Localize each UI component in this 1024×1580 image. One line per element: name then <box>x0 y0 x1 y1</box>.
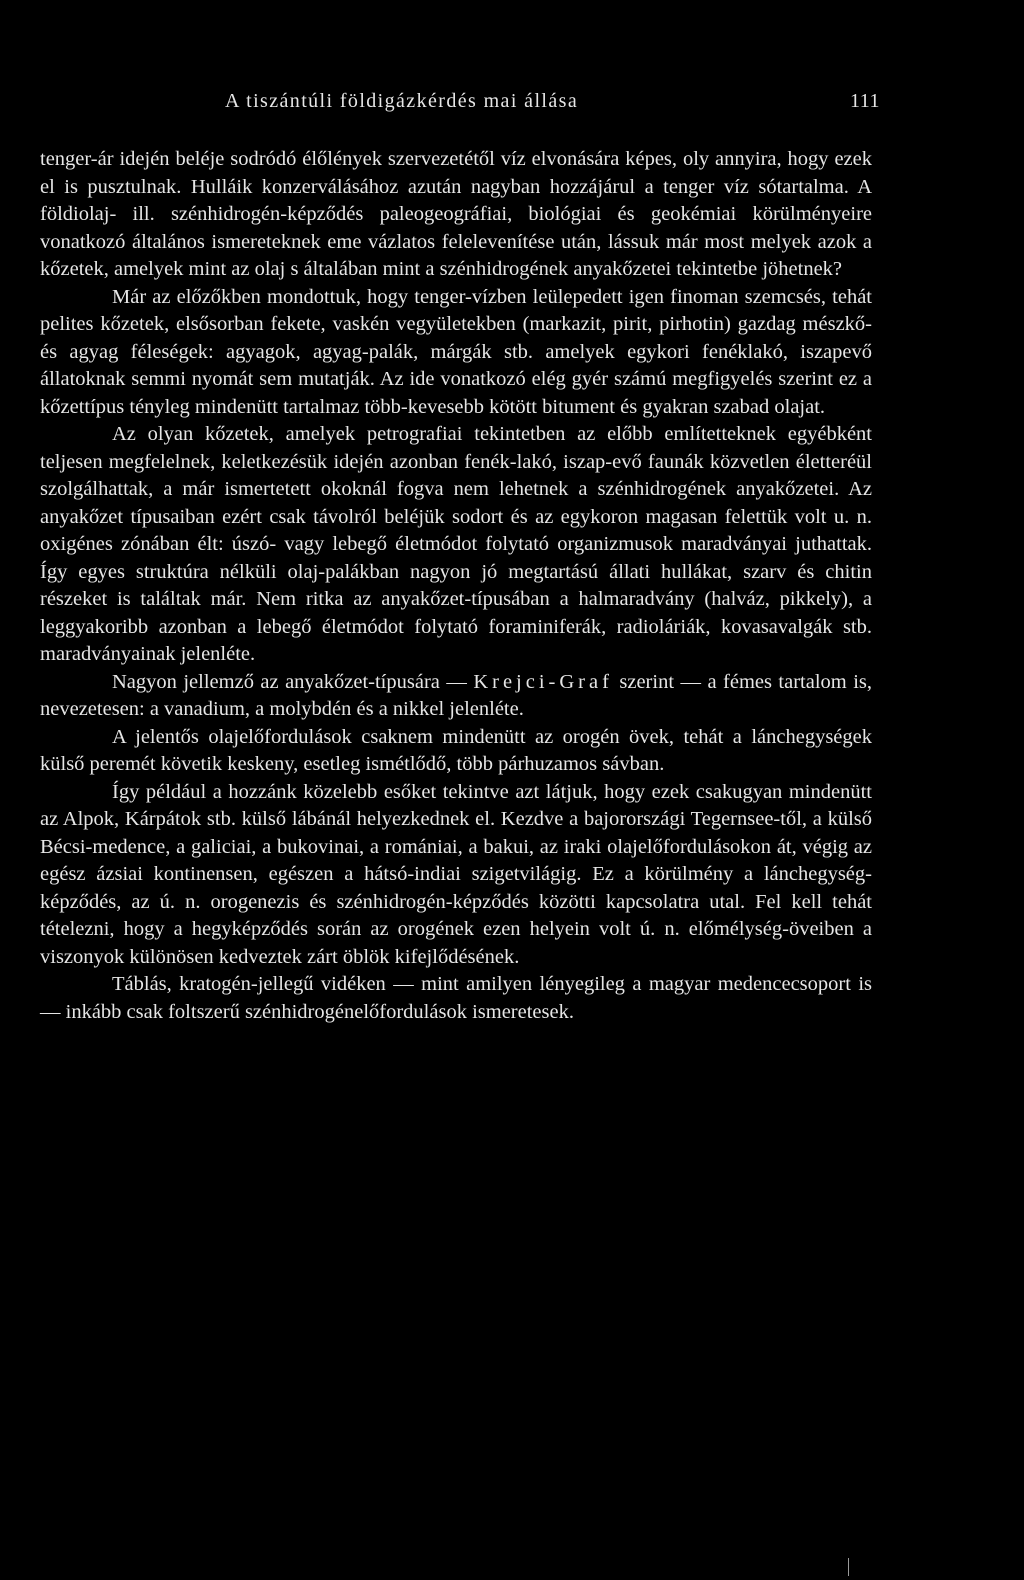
paragraph-continuation: tenger-ár idején beléje sodródó élőlények szervezetétől víz elvonására képes, oly annyira, hogy ezek el is pusztulnak. Hulláik konzerválásához azután nagyban hozzájárul a tenger víz sótartalma. A földiolaj- ill. szénhidrogén-képződés paleogeográfiai, biológiai és geokémiai körülményeire vonatkozó általános ismereteknek eme vázlatos felelevenítése után, lássuk már most melyek azok a kőzetek, amelyek mint az olaj s általában mint a szénhidrogének anyakőzetei tekintetbe jöhetnek? <box>40 148 872 280</box>
paragraph-bottom-dwellers: Az olyan kőzetek, amelyek petrografiai tekintetben az előbb említetteknek egyébként teljesen megfelelnek, keletkezésük idején azonban fenék-lakó, iszap-evő faunák közvetlen életteréül szolgálhattak, a már ismertetett okoknál fogva nem lehetnek a szénhidrogének anyakőzetei. Az anyakőzet típusaiban ezért csak távolról beléjük sodort és az egykoron magasan felettük volt u. n. oxigénes zónában élt: úszó- vagy lebegő életmódot folytató organizmusok maradványai juthattak. Így egyes struktúra nélküli olaj-palákban nagyon jó megtartású állati hullákat, szarv és chitin részeket is találtak már. Nem ritka az anyakőzet-típusában a halmaradvány (halváz, pikkely), a leggyakoribb azonban a lebegő életmódot folytató foraminiferák, radioláriák, kovasavalgák stb. maradványainak jelenléte. <box>40 423 872 665</box>
metal-content-intro: Nagyon jellemző az anyakőzet-típusára — <box>112 670 474 693</box>
paragraph-kratogen: Táblás, kratogén-jellegű vidéken — mint amilyen lényegileg a magyar medencecsoport is — inkább csak foltszerű szénhidrogénelőfordulások ismeretesek. <box>40 973 872 1023</box>
body-text <box>40 146 872 1026</box>
running-title: A tiszántúli földigázkérdés mai állása <box>225 90 579 112</box>
paragraph-source-rocks: Már az előzőkben mondottuk, hogy tenger-vízben leülepedett igen finoman szemcsés, tehát pelites kőzetek, elsősorban fekete, vaskén vegyületekben (markazit, pirit, pirhotin) gazdag mészkő- és agyag féleségek: agyagok, agyag-palák, márgák stb. amelyek egykori fenéklakó, iszapevő állatoknak semmi nyomát sem mutatják. Az ide vonatkozó elég gyér számú megfigyelés szerint ez a kőzettípus tényleg mindenütt tartalmaz több-kevesebb kötött bitument és gyakran szabad olajat. <box>40 285 872 418</box>
paragraph-metal-content <box>40 669 872 724</box>
author-name: Krejci-Graf <box>473 670 613 693</box>
scan-edge-mark <box>848 1558 849 1576</box>
page-header <box>40 90 880 120</box>
page-number: 111 <box>849 90 880 112</box>
paragraph-examples: Így például a hozzánk közelebb esőket tekintve azt látjuk, hogy ezek csakugyan mindenütt az Alpok, Kárpátok stb. külső lábánál helyezkednek el. Kezdve a bajorországi Tegernsee-től, a külső Bécsi-medence, a galiciai, a bukovinai, a romániai, a bakui, az iraki olajelőfordulásokon át, végig az egész ázsiai kontinensen, egészen a hátsó-indiai szigetvilágig. Ez a körülmény a lánchegységképződés, az ú. n. orogenezis és szénhidrogén-képződés közötti kapcsolatra utal. Fel kell tehát tételezni, hogy a hegyképződés során az orogének ezen helyein volt ú. n. előmélység-öveiben a viszonyok különösen kedveztek zárt öblök kifejlődésének. <box>40 780 872 968</box>
metal-content-rest: szerint — a fémes tartalom is, nevezetesen: a vanadium, a molybdén és a nikkel jelenléte. <box>40 670 872 720</box>
paragraph-orogenic-belts: A jelentős olajelőfordulások csaknem mindenütt az orogén övek, tehát a lánchegységek külső peremét követik keskeny, esetleg ismétlődő, több párhuzamos sávban. <box>40 725 872 775</box>
